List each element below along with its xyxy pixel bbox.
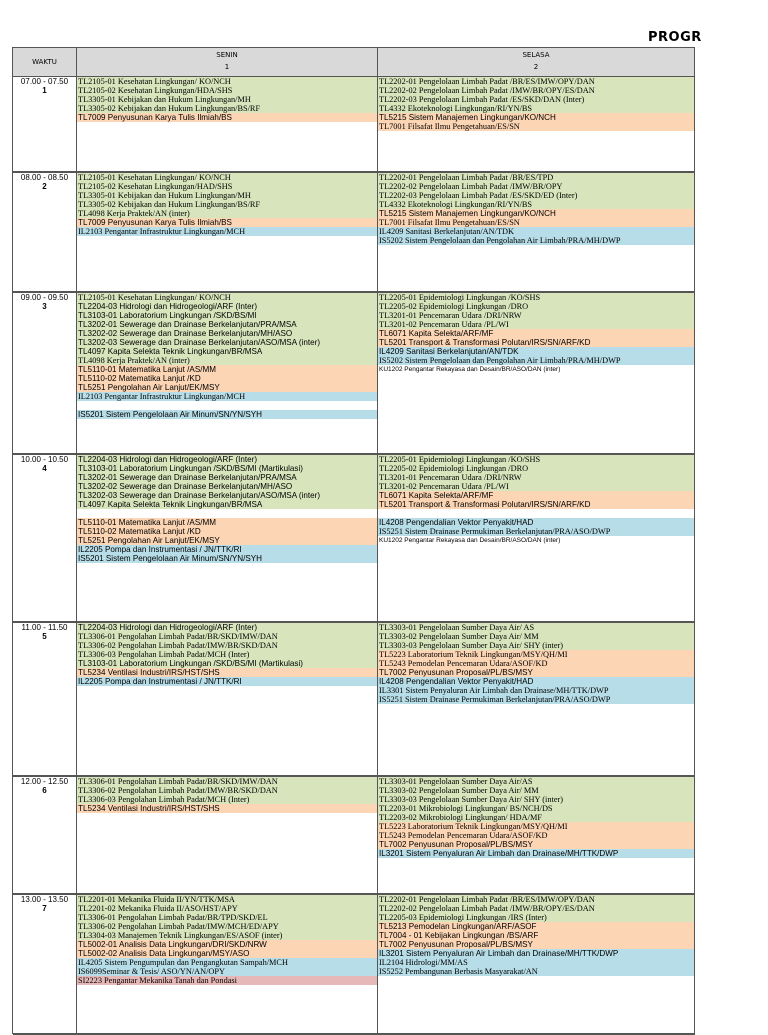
schedule-table	[12, 47, 695, 1035]
course-entry: TL3303-03 Pengelolaan Sumber Daya Air/ SHY (inter)	[378, 641, 694, 650]
course-entry: TL2105-01 Kesehatan Lingkungan/ KO/NCH	[77, 293, 377, 302]
course-entry: IL4208 Pengendalian Vektor Penyakit/HAD	[378, 518, 694, 527]
course-entry: KU1202 Pengantar Rekayasa dan Desain/BR/ASO/DAN (inter)	[379, 366, 561, 373]
table-row	[13, 173, 695, 292]
course-entry: TL3305-02 Kebijakan dan Hukum Lingkungan/BS/RF	[77, 200, 377, 209]
course-entry: IL2103 Pengantar Infrastruktur Lingkungan/MCH	[77, 392, 377, 401]
spacer-cell	[378, 1034, 695, 1035]
course-entry: TL2205-01 Epidemiologi Lingkungan /KO/SHS	[378, 293, 694, 302]
selasa-cell	[378, 895, 695, 1034]
table-row	[13, 895, 695, 1034]
course-entry: TL3103-01 Laboratorium Lingkungan /SKD/BS/MI	[77, 311, 377, 320]
spacer-cell	[77, 1034, 378, 1035]
course-entry: TL4332 Ekoteknologi Lingkungan/RI/YN/BS	[378, 200, 694, 209]
course-entry: TL5002-01 Analisis Data Lingkungan/DRI/SKD/NRW	[77, 940, 377, 949]
senin-cell	[77, 293, 378, 454]
table-row	[13, 455, 695, 622]
course-entry: TL3306-01 Pengolahan Limbah Padat/BR/TPD/SKD/EL	[77, 913, 377, 922]
course-entry: IS5202 Sistem Pengelolaan dan Pengolahan Air Limbah/PRA/MH/DWP	[378, 356, 694, 365]
course-entry: TL2105-01 Kesehatan Lingkungan/ KO/NCH	[77, 173, 377, 182]
waktu-cell	[13, 293, 77, 454]
course-entry: TL5251 Pengolahan Air Lanjut/EK/MSY	[77, 383, 377, 392]
course-entry: TL4097 Kapita Selekta Teknik Lingkungan/BR/MSA	[77, 347, 377, 356]
page-title: PROGR	[648, 30, 702, 45]
course-entry: IS6099Seminar & Tesis/ ASO/YN/AN/OPY	[77, 967, 377, 976]
course-entry: TL5201 Transport & Transformasi Polutan/IRS/SN/ARF/KD	[378, 500, 694, 509]
course-entry: TL3306-01 Pengolahan Limbah Padat/BR/SKD/IMW/DAN	[77, 777, 377, 786]
waktu-header: WAKTU	[13, 48, 77, 77]
course-entry: TL3201-02 Pencemaran Udara /PL/WI	[378, 482, 694, 491]
course-entry: TL2205-03 Epidemiologi Lingkungan /IRS (Inter)	[378, 913, 694, 922]
course-entry: TL2202-01 Pengelolaan Limbah Padat /BR/ES/IMW/OPY/DAN	[378, 895, 694, 904]
course-entry: IL4208 Pengendalian Vektor Penyakit/HAD	[378, 677, 694, 686]
course-entry: TL5110-01 Matematika Lanjut /AS/MM	[77, 365, 377, 374]
selasa-cell	[378, 293, 695, 454]
course-entry: TL3201-02 Pencemaran Udara /PL/WI	[378, 320, 694, 329]
course-entry: KU1202 Pengantar Rekayasa dan Desain/BR/ASO/DAN (inter)	[379, 537, 561, 544]
course-entry: TL3306-02 Pengolahan Limbah Padat/IMW/BR/SKD/DAN	[77, 786, 377, 795]
course-entry: TL3202-01 Sewerage dan Drainase Berkelanjutan/PRA/MSA	[77, 473, 377, 482]
course-entry: SI2223 Pengantar Mekanika Tanah dan Pondasi	[77, 976, 377, 985]
course-entry: TL7001 Filsafat Ilmu Pengetahuan/ES/SN	[378, 122, 694, 131]
course-entry: TL3202-03 Sewerage dan Drainase Berkelanjutan/ASO/MSA (inter)	[77, 491, 377, 500]
course-entry: IL4209 Sanitasi Berkelanjutan/AN/TDK	[378, 347, 694, 356]
course-entry: TL2205-01 Epidemiologi Lingkungan /KO/SHS	[378, 455, 694, 464]
course-entry: IL2103 Pengantar Infrastruktur Lingkungan/MCH	[77, 227, 377, 236]
course-entry: TL4097 Kapita Selekta Teknik Lingkungan/BR/MSA	[77, 500, 377, 509]
course-entry: IS5202 Sistem Pengelolaan dan Pengolahan Air Limbah/PRA/MH/DWP	[378, 236, 694, 245]
course-entry: TL7009 Penyusunan Karya Tulis Ilmiah/BS	[77, 113, 377, 122]
course-entry: TL7002 Penyusunan Proposal/PL/BS/MSY	[378, 840, 694, 849]
course-entry: TL3303-02 Pengelolaan Sumber Daya Air/ MM	[378, 786, 694, 795]
table-row	[13, 77, 695, 172]
selasa-cell	[378, 777, 695, 894]
course-entry: TL3202-01 Sewerage dan Drainase Berkelanjutan/PRA/MSA	[77, 320, 377, 329]
selasa-header-label: SELASA	[522, 51, 550, 59]
course-entry: TL2204-03 Hidrologi dan Hidrogeologi/ARF (Inter)	[77, 302, 377, 311]
course-entry: TL5213 Pemodelan Lingkungan/ARF/ASOF	[378, 922, 694, 931]
course-entry: TL3305-01 Kebijakan dan Hukum Lingkungan/MH	[77, 95, 377, 104]
course-entry: TL5215 Sistem Manajemen Lingkungan/KO/NCH	[378, 209, 694, 218]
course-entry: TL3306-03 Pengolahan Limbah Padat/MCH (Inter)	[77, 795, 377, 804]
selasa-header-number: 2	[533, 63, 539, 71]
course-entry: TL3202-02 Sewerage dan Drainase Berkelanjutan/MH/ASO	[77, 329, 377, 338]
senin-cell	[77, 455, 378, 622]
course-entry: TL2203-02 Mikrobiologi Lingkungan/ HDA/MF	[378, 813, 694, 822]
course-entry: TL7004 - 01 Kebijakan Lingkungan /BS/ARF	[378, 931, 694, 940]
table-row	[13, 293, 695, 454]
course-entry	[77, 401, 377, 410]
course-entry: TL3303-01 Pengelolaan Sumber Daya Air/ AS	[378, 623, 694, 632]
course-entry: TL3306-01 Pengolahan Limbah Padat/BR/SKD/IMW/DAN	[77, 632, 377, 641]
course-entry: IS5251 Sistem Drainase Permukiman Berkelanjutan/PRA/ASO/DWP	[378, 695, 694, 704]
course-entry: TL2105-01 Kesehatan Lingkungan/ KO/NCH	[77, 77, 377, 86]
course-entry: IL2205 Pompa dan Instrumentasi / JN/TTK/RI	[77, 545, 377, 554]
course-entry: TL3202-03 Sewerage dan Drainase Berkelanjutan/ASO/MSA (inter)	[77, 338, 377, 347]
waktu-cell	[13, 777, 77, 894]
period-number: 2	[42, 182, 47, 191]
senin-cell	[77, 895, 378, 1034]
course-entry: TL5234 Ventilasi Industri/IRS/HST/SHS	[77, 804, 377, 813]
course-entry: TL2202-02 Pengelolaan Limbah Padat /IMW/BR/OPY/ES/DAN	[378, 86, 694, 95]
course-entry: TL2105-02 Kesehatan Lingkungan/HAD/SHS	[77, 182, 377, 191]
course-entry: TL4332 Ekoteknologi Lingkungan/RI/YN/BS	[378, 104, 694, 113]
course-entry: IL2104 Hidrologi/MM/AS	[378, 958, 694, 967]
course-entry: TL6071 Kapita Selekta/ARF/MF	[378, 329, 694, 338]
course-entry: TL5243 Pemodelan Pencemaran Udara/ASOF/KD	[378, 659, 694, 668]
course-entry: TL5201 Transport & Transformasi Polutan/IRS/SN/ARF/KD	[378, 338, 694, 347]
time-range: 13.00 - 13.50	[20, 895, 69, 904]
course-entry: TL2105-02 Kesehatan Lingkungan/HDA/SHS	[77, 86, 377, 95]
course-entry: TL3303-01 Pengelolaan Sumber Daya Air/AS	[378, 777, 694, 786]
waktu-cell	[13, 623, 77, 776]
course-entry: TL6071 Kapita Selekta/ARF/MF	[378, 491, 694, 500]
course-entry: TL3305-01 Kebijakan dan Hukum Lingkungan/MH	[77, 191, 377, 200]
time-range: 12.00 - 12.50	[20, 777, 69, 786]
time-range: 07.00 - 07.50	[20, 77, 69, 86]
period-number: 7	[42, 904, 47, 913]
course-entry: TL3303-03 Pengelolaan Sumber Daya Air/ SHY (inter)	[378, 795, 694, 804]
course-entry: TL5215 Sistem Manajemen Lingkungan/KO/NCH	[378, 113, 694, 122]
course-entry: TL3306-02 Pengolahan Limbah Padat/IMW/BR/SKD/DAN	[77, 641, 377, 650]
table-header-row	[13, 48, 695, 77]
selasa-cell	[378, 623, 695, 776]
time-range: 08.00 - 08.50	[20, 173, 69, 182]
course-entry: TL2203-01 Mikrobiologi Lingkungan/ BS/NCH/DS	[378, 804, 694, 813]
course-entry: TL3103-01 Laboratorium Lingkungan /SKD/BS/MI (Martikulasi)	[77, 659, 377, 668]
time-range: 11.00 - 11.50	[21, 623, 68, 632]
spacer-cell	[13, 1034, 77, 1035]
course-entry: TL3304-03 Manajemen Teknik Lingkungan/ES/ASOF (inter)	[77, 931, 377, 940]
course-entry: IS5252 Pembangunan Berbasis Masyarakat/AN	[378, 967, 694, 976]
senin-cell	[77, 173, 378, 292]
course-entry: TL7001 Filsafat Ilmu Pengetahuan/ES/SN	[378, 218, 694, 227]
course-entry: TL5251 Pengolahan Air Lanjut/EK/MSY	[77, 536, 377, 545]
course-entry: TL2202-01 Pengelolaan Limbah Padat /BR/ES/IMW/OPY/DAN	[378, 77, 694, 86]
course-entry: IL4209 Sanitasi Berkelanjutan/AN/TDK	[378, 227, 694, 236]
course-entry: TL3305-02 Kebijakan dan Hukum Lingkungan/BS/RF	[77, 104, 377, 113]
senin-cell	[77, 623, 378, 776]
senin-header-number: 1	[224, 63, 230, 71]
course-entry: TL3103-01 Laboratorium Lingkungan /SKD/BS/MI (Martikulasi)	[77, 464, 377, 473]
course-entry: TL5110-02 Matematika Lanjut /KD	[77, 527, 377, 536]
course-entry: TL2204-03 Hidrologi dan Hidrogeologi/ARF (Inter)	[77, 623, 377, 632]
period-number: 1	[42, 86, 47, 95]
course-entry: TL3201-01 Pencemaran Udara /DRI/NRW	[378, 311, 694, 320]
course-entry: TL5002-02 Analisis Data Lingkungan/MSY/ASO	[77, 949, 377, 958]
course-entry: TL2202-01 Pengelolaan Limbah Padat /BR/ES/TPD	[378, 173, 694, 182]
course-entry: TL7002 Penyusunan Proposal/PL/BS/MSY	[378, 668, 694, 677]
course-entry: TL2202-03 Pengelolaan Limbah Padat /ES/SKD/ED (Inter)	[378, 191, 694, 200]
course-entry: TL3202-02 Sewerage dan Drainase Berkelanjutan/MH/ASO	[77, 482, 377, 491]
course-entry: TL3306-02 Pengolahan Limbah Padat/IMW/MCH/ED/APY	[77, 922, 377, 931]
senin-cell	[77, 77, 378, 172]
course-entry	[378, 976, 694, 985]
selasa-cell	[378, 173, 695, 292]
period-number: 3	[42, 302, 47, 311]
course-entry: TL2205-02 Epidemiologi Lingkungan /DRO	[378, 302, 694, 311]
course-entry: TL4098 Kerja Praktek/AN (inter)	[77, 356, 377, 365]
course-entry: IL2205 Pompa dan Instrumentasi / JN/TTK/RI	[77, 677, 377, 686]
course-entry: IL4205 Sistem Pengumpulan dan Pengangkutan Sampah/MCH	[77, 958, 377, 967]
course-entry	[378, 509, 694, 518]
waktu-cell	[13, 455, 77, 622]
course-entry: IS5201 Sistem Pengelolaan Air Minum/SN/YN/SYH	[77, 410, 377, 419]
course-entry: TL2202-03 Pengelolaan Limbah Padat /ES/SKD/DAN (Inter)	[378, 95, 694, 104]
course-entry: TL2202-02 Pengelolaan Limbah Padat /IMW/BR/OPY/ES/DAN	[378, 904, 694, 913]
course-entry	[378, 545, 694, 554]
course-entry: TL7002 Penyusunan Proposal/PL/BS/MSY	[378, 940, 694, 949]
table-row	[13, 623, 695, 776]
time-range: 09.00 - 09.50	[20, 293, 69, 302]
period-number: 5	[42, 632, 47, 641]
period-number: 4	[42, 464, 47, 473]
course-entry: TL4098 Kerja Praktek/AN (inter)	[77, 209, 377, 218]
waktu-cell	[13, 77, 77, 172]
course-entry: TL5223 Laboratorium Teknik Lingkungan/MSY/QH/MI	[378, 650, 694, 659]
course-entry: IL3201 Sistem Penyaluran Air Limbah dan Drainase/MH/TTK/DWP	[378, 949, 694, 958]
selasa-header	[378, 48, 695, 77]
senin-cell	[77, 777, 378, 894]
course-entry: TL2201-01 Mekanika Fluida II/YN/TTK/MSA	[77, 895, 377, 904]
period-number: 6	[42, 786, 47, 795]
course-entry: TL5110-02 Matematika Lanjut /KD	[77, 374, 377, 383]
course-entry: IL3201 Sistem Penyaluran Air Limbah dan Drainase/MH/TTK/DWP	[378, 849, 694, 858]
course-entry: TL5234 Ventilasi Industri/IRS/HST/SHS	[77, 668, 377, 677]
course-entry: TL3201-01 Pencemaran Udara /DRI/NRW	[378, 473, 694, 482]
course-entry: TL2201-02 Mekanika Fluida II/ASO/HST/APY	[77, 904, 377, 913]
course-entry: IL3301 Sistem Penyaluran Air Limbah dan Drainase/MH/TTK/DWP	[378, 686, 694, 695]
course-entry: TL5243 Pemodelan Pencemaran Udara/ASOF/KD	[378, 831, 694, 840]
course-entry: TL3303-02 Pengelolaan Sumber Daya Air/ MM	[378, 632, 694, 641]
course-entry: TL7009 Penyusunan Karya Tulis Ilmiah/BS	[77, 218, 377, 227]
row-spacer	[13, 1034, 695, 1035]
course-entry	[378, 554, 694, 563]
course-entry: TL5223 Laboratorium Teknik Lingkungan/MSY/QH/MI	[378, 822, 694, 831]
course-entry: TL2205-02 Epidemiologi Lingkungan /DRO	[378, 464, 694, 473]
selasa-cell	[378, 455, 695, 622]
selasa-cell	[378, 77, 695, 172]
table-row	[13, 777, 695, 894]
course-entry: TL2204-03 Hidrologi dan Hidrogeologi/ARF (Inter)	[77, 455, 377, 464]
course-entry: IS5201 Sistem Pengelolaan Air Minum/SN/YN/SYH	[77, 554, 377, 563]
course-entry: TL2202-02 Pengelolaan Limbah Padat /IMW/BR/OPY	[378, 182, 694, 191]
course-entry: IS5251 Sistem Drainase Permukiman Berkelanjutan/PRA/ASO/DWP	[378, 527, 694, 536]
course-entry: TL3306-03 Pengolahan Limbah Padat/MCH (Inter)	[77, 650, 377, 659]
senin-header-label: SENIN	[216, 51, 238, 59]
senin-header	[77, 48, 378, 77]
course-entry	[77, 509, 377, 518]
course-entry: TL5110-01 Matematika Lanjut /AS/MM	[77, 518, 377, 527]
time-range: 10.00 - 10.50	[20, 455, 69, 464]
waktu-cell	[13, 895, 77, 1034]
waktu-cell	[13, 173, 77, 292]
